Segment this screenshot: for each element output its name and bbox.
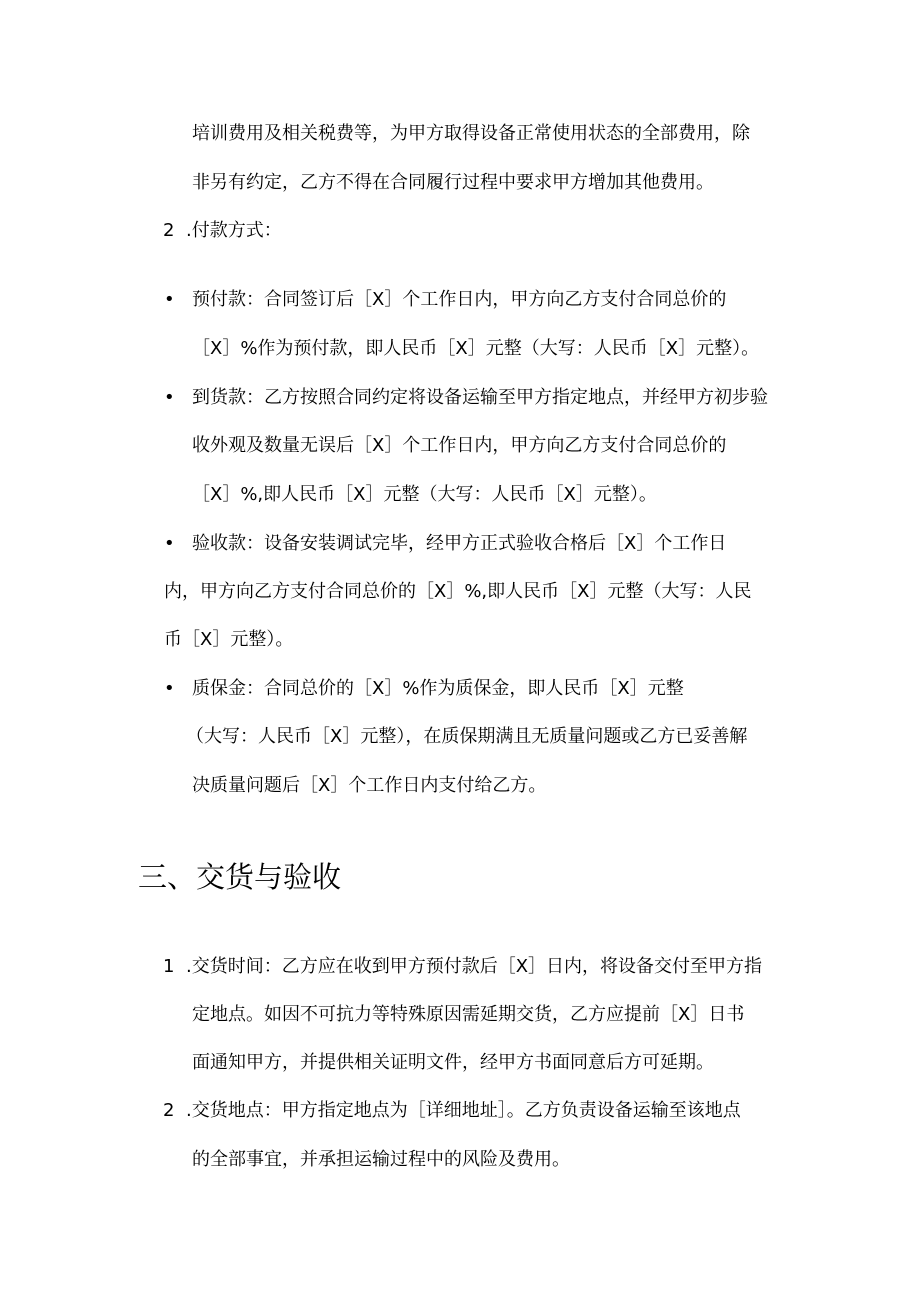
text-line: .交货时间：乙方应在收到甲方预付款后［X］日内，将设备交付至甲方指: [186, 956, 763, 977]
list-number: 2: [163, 220, 175, 241]
section-heading: 三、交货与验收: [138, 860, 342, 894]
text-line: 验收款：设备安装调试完毕，经甲方正式验收合格后［X］个工作日: [192, 533, 727, 554]
text-line: （大写：人民币［X］元整），在质保期满且无质量问题或乙方已妥善解: [186, 726, 748, 747]
text-line: .交货地点：甲方指定地点为［详细地址］。乙方负责设备运输至该地点: [186, 1100, 741, 1121]
bullet-icon: •: [164, 387, 175, 408]
text-line: 的全部事宜，并承担运输过程中的风险及费用。: [192, 1149, 570, 1170]
bullet-icon: •: [164, 678, 175, 699]
text-line: 定地点。如因不可抗力等特殊原因需延期交货，乙方应提前［X］日书: [192, 1004, 745, 1025]
list-number: 1: [163, 956, 175, 977]
text-line: .付款方式：: [186, 220, 282, 241]
bullet-icon: •: [164, 289, 175, 310]
text-line: 预付款：合同签订后［X］个工作日内，甲方向乙方支付合同总价的: [192, 289, 727, 310]
list-number: 2: [163, 1100, 175, 1121]
text-line: 培训费用及相关税费等，为甲方取得设备正常使用状态的全部费用，除: [192, 123, 750, 144]
text-line: 内，甲方向乙方支付合同总价的［X］%,即人民币［X］元整（大写：人民: [164, 581, 752, 602]
text-line: 币［X］元整）。: [164, 629, 294, 650]
text-line: 决质量问题后［X］个工作日内支付给乙方。: [192, 775, 547, 796]
text-line: ［X］%作为预付款，即人民币［X］元整（大写：人民币［X］元整）。: [192, 338, 760, 359]
text-line: ［X］%,即人民币［X］元整（大写：人民币［X］元整）。: [192, 484, 657, 505]
bullet-icon: •: [164, 533, 175, 554]
text-line: 收外观及数量无误后［X］个工作日内，甲方向乙方支付合同总价的: [192, 435, 727, 456]
text-line: 非另有约定，乙方不得在合同履行过程中要求甲方增加其他费用。: [192, 172, 714, 193]
text-line: 质保金：合同总价的［X］%作为质保金，即人民币［X］元整: [192, 678, 684, 699]
text-line: 面通知甲方，并提供相关证明文件，经甲方书面同意后方可延期。: [192, 1052, 714, 1073]
text-line: 到货款：乙方按照合同约定将设备运输至甲方指定地点，并经甲方初步验: [192, 387, 768, 408]
